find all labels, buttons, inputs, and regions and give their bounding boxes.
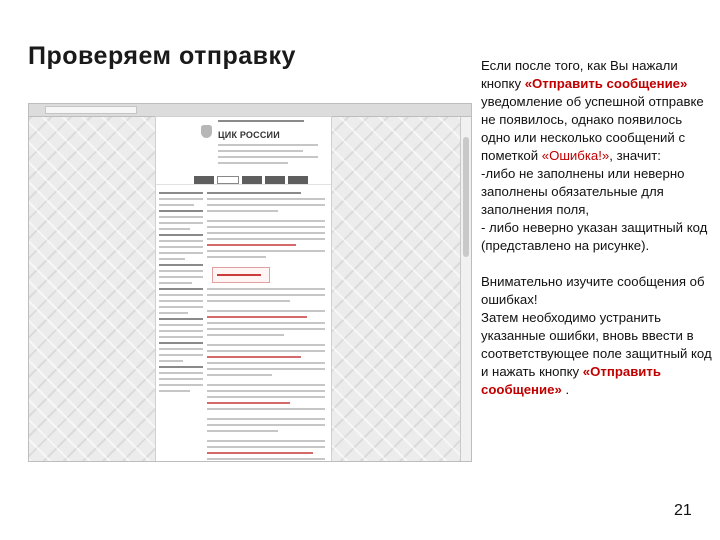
page-number: 21 — [674, 502, 692, 519]
paragraph-1-line-3: - либо неверно указан защитный код (представлено на рисунке). — [481, 220, 708, 253]
slide-title: Проверяем отправку — [28, 42, 296, 70]
browser-scrollbar — [460, 117, 471, 461]
paragraph-1 — [481, 57, 713, 165]
send-button-reference: «Отправить сообщение» — [524, 76, 688, 91]
text-run: уведомление об успешной отправке не появилось, однако появилось одно или несколько сообщений с пометкой — [481, 94, 704, 163]
send-button-reference: «Отправить сообщение» — [481, 364, 661, 397]
site-header — [156, 117, 331, 185]
text-run: , значит: — [609, 148, 661, 163]
website-screenshot — [28, 103, 472, 462]
text-run: Затем необходимо устранить указанные ошибки, вновь ввести в соответствующее поле защитный код и нажать кнопку — [481, 310, 712, 379]
site-brand: ЦИК РОССИИ — [218, 130, 280, 140]
form-content — [207, 192, 325, 462]
error-message-box — [212, 267, 270, 283]
web-page — [156, 117, 331, 461]
error-label-reference: «Ошибка!» — [541, 148, 610, 163]
paragraph-1-line-2: -либо не заполнены или неверно заполнены обязательные для заполнения поля, — [481, 166, 685, 217]
text-run: Если после того, как Вы нажали кнопку — [481, 58, 678, 91]
site-sidebar — [159, 192, 203, 396]
instructions-text — [481, 57, 713, 399]
browser-address-bar — [29, 104, 471, 117]
text-run: . — [561, 382, 570, 397]
paragraph-2-line-2 — [481, 309, 713, 399]
paragraph-2: Внимательно изучите сообщения об ошибках! — [481, 274, 705, 307]
emblem-icon — [201, 125, 212, 138]
site-nav-tabs — [194, 171, 311, 189]
